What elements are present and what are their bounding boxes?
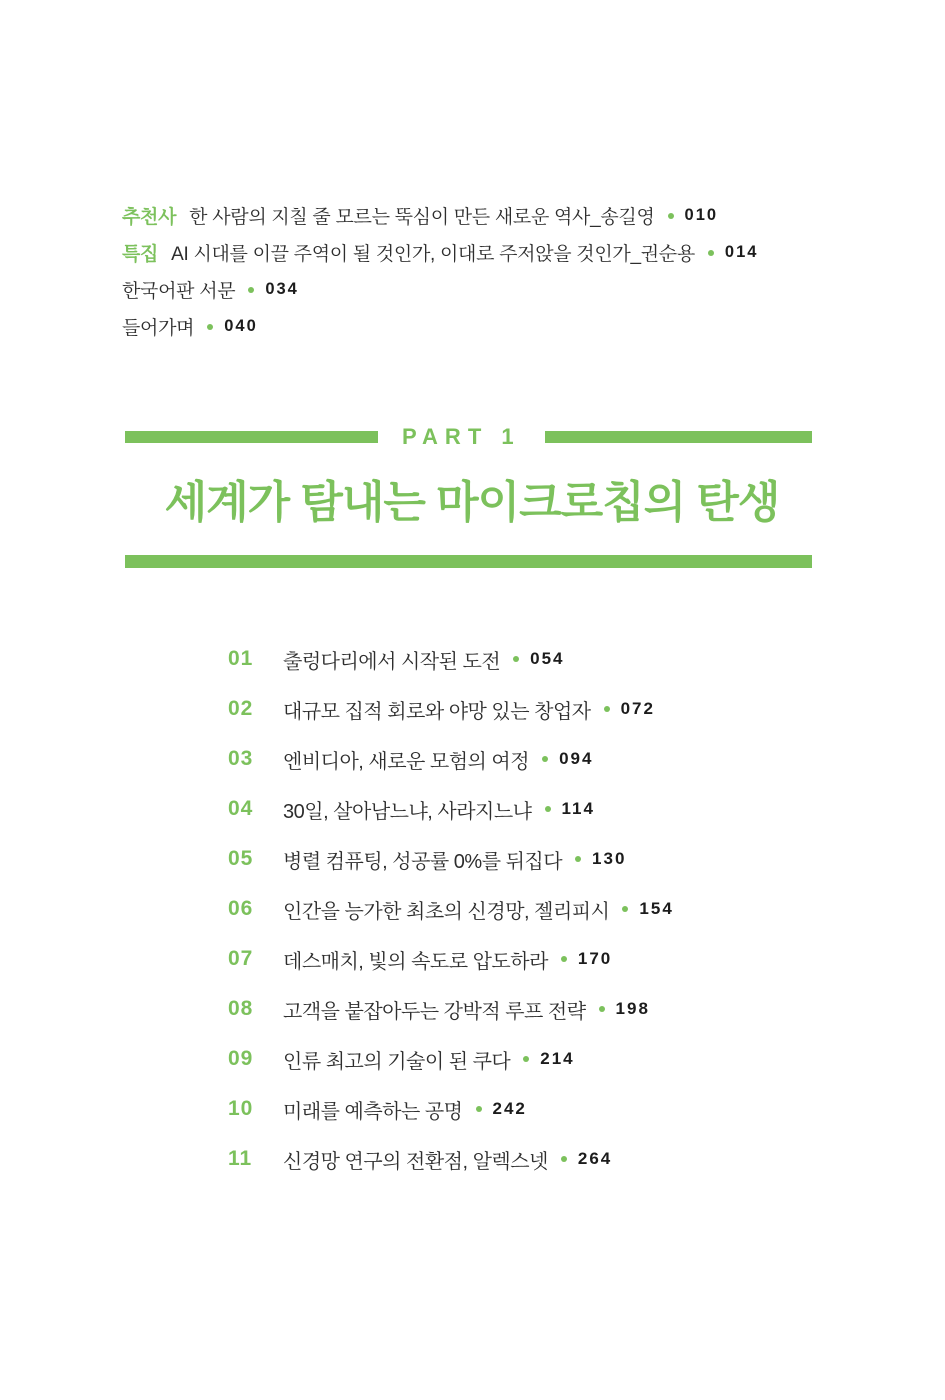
toc-row [122,234,822,271]
toc-row [122,197,822,234]
page-number: 094 [559,749,594,768]
chapter-number: 06 [228,897,254,920]
chapter-title: 인간을 능가한 최초의 신경망, 젤리피시 [283,900,610,923]
chapter-title: 신경망 연구의 전환점, 알렉스넷 [283,1150,548,1173]
chapter-row [228,784,848,834]
page-number: 034 [265,280,299,298]
chapter-number: 04 [228,797,254,820]
toc-row [122,271,822,308]
entry-title: 들어가며 [122,318,195,339]
chapter-row [228,1084,848,1134]
chapter-row [228,934,848,984]
chapter-title: 엔비디아, 새로운 모험의 여정 [283,750,530,773]
chapter-row [228,684,848,734]
chapter-row [228,984,848,1034]
bullet-dot-icon [599,1006,605,1012]
page-number: 130 [592,849,627,868]
part-label: PART 1 [402,424,521,449]
section-label: 추천사 [122,207,177,228]
bullet-dot-icon [545,806,551,812]
chapter-title: 고객을 붙잡아두는 강박적 루프 전략 [283,1000,586,1023]
page-number: 014 [724,243,759,261]
bullet-dot-icon [622,906,628,912]
chapter-number: 03 [228,747,254,770]
page-number: 072 [620,699,655,718]
chapter-number: 01 [228,647,254,670]
chapter-title: 출렁다리에서 시작된 도전 [283,650,501,673]
bullet-dot-icon [476,1106,482,1112]
chapter-title: 대규모 집적 회로와 야망 있는 창업자 [283,700,591,723]
entry-title: 한 사람의 지칠 줄 모르는 뚝심이 만든 새로운 역사_송길영 [189,207,655,228]
bullet-dot-icon [604,706,610,712]
page-number: 154 [639,899,674,918]
chapter-number: 11 [228,1147,253,1170]
chapter-number: 05 [228,847,254,870]
bullet-dot-icon [542,756,548,762]
bullet-dot-icon [561,1156,567,1162]
chapter-number: 09 [228,1047,254,1070]
bullet-dot-icon [708,250,714,256]
chapter-row [228,884,848,934]
chapter-row [228,1034,848,1084]
toc-row [122,308,822,345]
bullet-dot-icon [248,287,254,293]
chapter-number: 10 [228,1097,254,1120]
bullet-dot-icon [668,213,674,219]
chapter-title: 데스매치, 빛의 속도로 압도하라 [283,950,548,973]
bullet-dot-icon [561,956,567,962]
part-bar-right [545,431,812,443]
part-header [125,424,812,450]
part-title: 세계가 탐내는 마이크로칩의 탄생 [164,478,780,527]
chapter-title: 병렬 컴퓨팅, 성공률 0%를 뒤집다 [283,850,563,873]
chapter-number: 07 [228,947,254,970]
front-matter-list [122,197,822,345]
page-number: 054 [530,649,565,668]
page-number: 242 [492,1099,527,1118]
chapter-row [228,834,848,884]
page-number: 114 [561,799,595,818]
bullet-dot-icon [207,324,213,330]
page-number: 264 [577,1149,613,1168]
bullet-dot-icon [513,656,519,662]
chapter-title: 30일, 살아남느냐, 사라지느냐 [283,800,532,823]
chapter-row [228,1134,848,1184]
section-divider-bar [125,555,812,568]
part-bar-left [125,431,378,443]
chapter-row [228,634,848,684]
chapter-list [228,634,848,1184]
chapter-title: 인류 최고의 기술이 된 쿠다 [283,1050,511,1073]
entry-title: AI 시대를 이끌 주역이 될 것인가, 이대로 주저앉을 것인가_권순용 [171,244,695,265]
section-label: 특집 [122,244,159,265]
page-number: 170 [577,949,613,968]
chapter-row [228,734,848,784]
bullet-dot-icon [523,1056,529,1062]
bullet-dot-icon [575,856,581,862]
chapter-title: 미래를 예측하는 공명 [283,1100,463,1123]
page-number: 010 [684,206,719,224]
page-number: 040 [224,317,258,335]
entry-title: 한국어판 서문 [122,281,236,302]
chapter-number: 02 [228,697,254,720]
page-number: 198 [615,999,650,1018]
page-number: 214 [540,1049,575,1068]
chapter-number: 08 [228,997,254,1020]
